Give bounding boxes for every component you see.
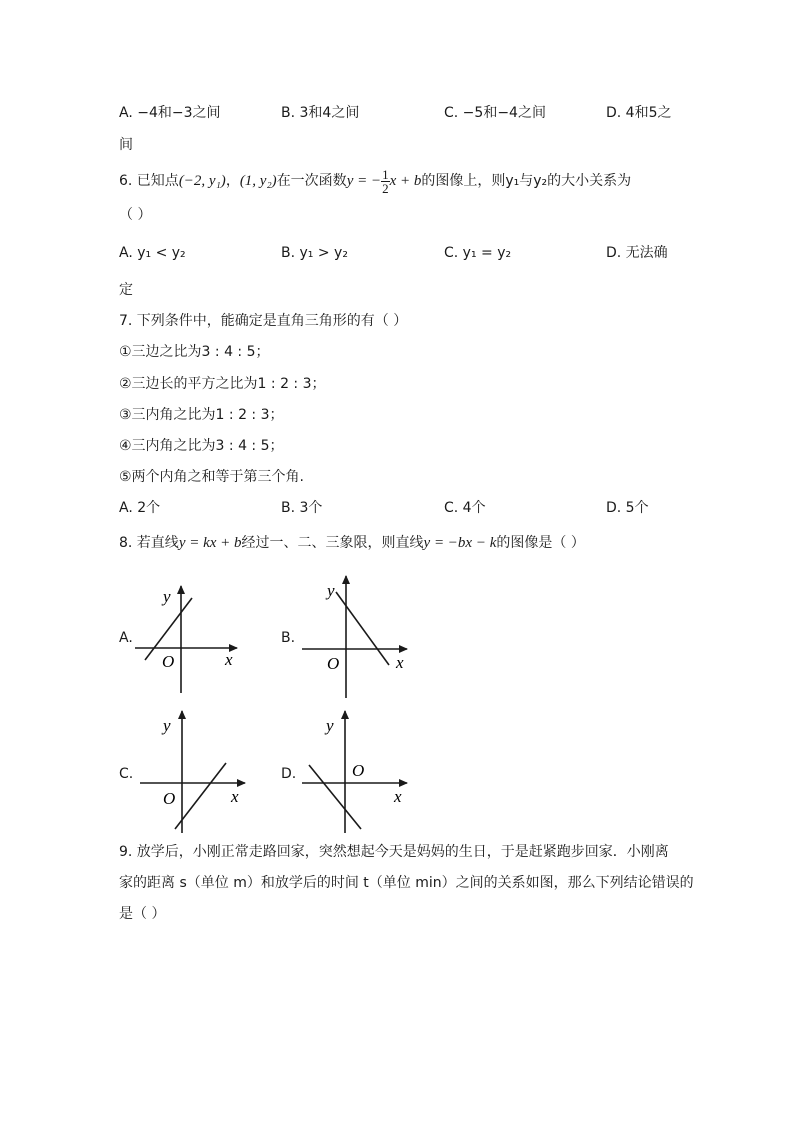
q6-fraction	[381, 168, 390, 195]
q7-item-4: ④三内角之比为3 : 4 : 5；	[119, 438, 284, 454]
q8-graph-a	[135, 578, 250, 698]
q9-line-2: 家的距离 s（单位 m）和放学后的时间 t（单位 min）之间的关系如图，那么下列结论错误的	[119, 875, 694, 891]
x-axis-label: x	[231, 787, 239, 806]
q8-graph-b	[297, 570, 417, 700]
q8-graph-c-label: C.	[119, 766, 134, 782]
x-axis-label: x	[225, 650, 233, 669]
q6-frac-den: 2	[382, 180, 389, 196]
q6-answer-paren: （ ）	[119, 207, 152, 223]
function-line	[336, 592, 389, 665]
q6-prefix: 6. 已知点	[119, 173, 179, 189]
q7-option-a: A. 2个	[119, 500, 161, 516]
q9-line-1: 9. 放学后，小刚正常走路回家，突然想起今天是妈妈的生日，于是赶紧跑步回家．小刚离	[119, 844, 669, 860]
origin-label: O	[162, 652, 175, 671]
q6-frac-num: 1	[382, 166, 389, 182]
q8-suffix: 的图像是（ ）	[496, 535, 585, 551]
q8-graph-d-label: D.	[281, 766, 297, 782]
q7-item-5: ⑤两个内角之和等于第三个角.	[119, 469, 305, 485]
q6-point1: (−2, y₁)	[178, 173, 226, 189]
q7-item-2: ②三边长的平方之比为1 : 2 : 3；	[119, 376, 326, 392]
origin-label: O	[327, 654, 340, 673]
q7-item-1: ①三边之比为3 : 4 : 5；	[119, 344, 270, 360]
q6-eq-left: y = −	[346, 173, 382, 189]
q5-option-b: B. 3和4之间	[281, 105, 360, 121]
q8-eq2: y = −bx − k	[423, 535, 497, 551]
q7-option-c: C. 4个	[444, 500, 486, 516]
q8-prefix: 8. 若直线	[119, 535, 179, 551]
x-axis-label: x	[394, 787, 402, 806]
q8-graph-c	[135, 705, 255, 835]
y-axis-label: y	[163, 587, 171, 606]
y-axis-label: y	[327, 581, 335, 600]
q8-stem	[119, 534, 585, 552]
function-line	[145, 598, 192, 660]
q6-option-c: C. y₁ = y₂	[444, 245, 512, 261]
x-axis-label: x	[396, 653, 404, 672]
y-axis-label: y	[326, 716, 334, 735]
q6-option-d-wrap: 定	[119, 282, 133, 298]
origin-label: O	[163, 789, 176, 808]
q5-option-c: C. −5和−4之间	[444, 105, 546, 121]
q7-stem: 7. 下列条件中，能确定是直角三角形的有（ ）	[119, 313, 408, 329]
q8-graph-d	[297, 705, 417, 835]
q6-comma: ，	[225, 173, 240, 189]
q6-mid: 在一次函数	[276, 173, 347, 189]
q5-option-d: D. 4和5之	[606, 105, 672, 121]
q8-mid: 经过一、二、三象限，则直线	[241, 535, 424, 551]
q6-suffix: 的图像上，则y₁与y₂的大小关系为	[421, 173, 632, 189]
q8-graph-a-label: A.	[119, 630, 133, 646]
y-axis-label: y	[163, 716, 171, 735]
q9-line-3: 是（ ）	[119, 906, 166, 922]
q6-stem	[119, 166, 631, 196]
q6-point2: (1, y₂)	[239, 173, 277, 189]
q6-eq-right: x + b	[389, 173, 422, 189]
q7-item-3: ③三内角之比为1 : 2 : 3；	[119, 407, 284, 423]
q8-eq1: y = kx + b	[178, 535, 242, 551]
q6-option-b: B. y₁ > y₂	[281, 245, 348, 261]
q7-option-d: D. 5个	[606, 500, 649, 516]
q8-graph-b-label: B.	[281, 630, 296, 646]
q6-option-a: A. y₁ < y₂	[119, 245, 186, 261]
q7-option-b: B. 3个	[281, 500, 323, 516]
q5-option-a: A. −4和−3之间	[119, 105, 221, 121]
q5-option-d-wrap: 间	[119, 137, 133, 153]
q6-option-d: D. 无法确	[606, 245, 668, 261]
origin-label: O	[352, 761, 365, 780]
